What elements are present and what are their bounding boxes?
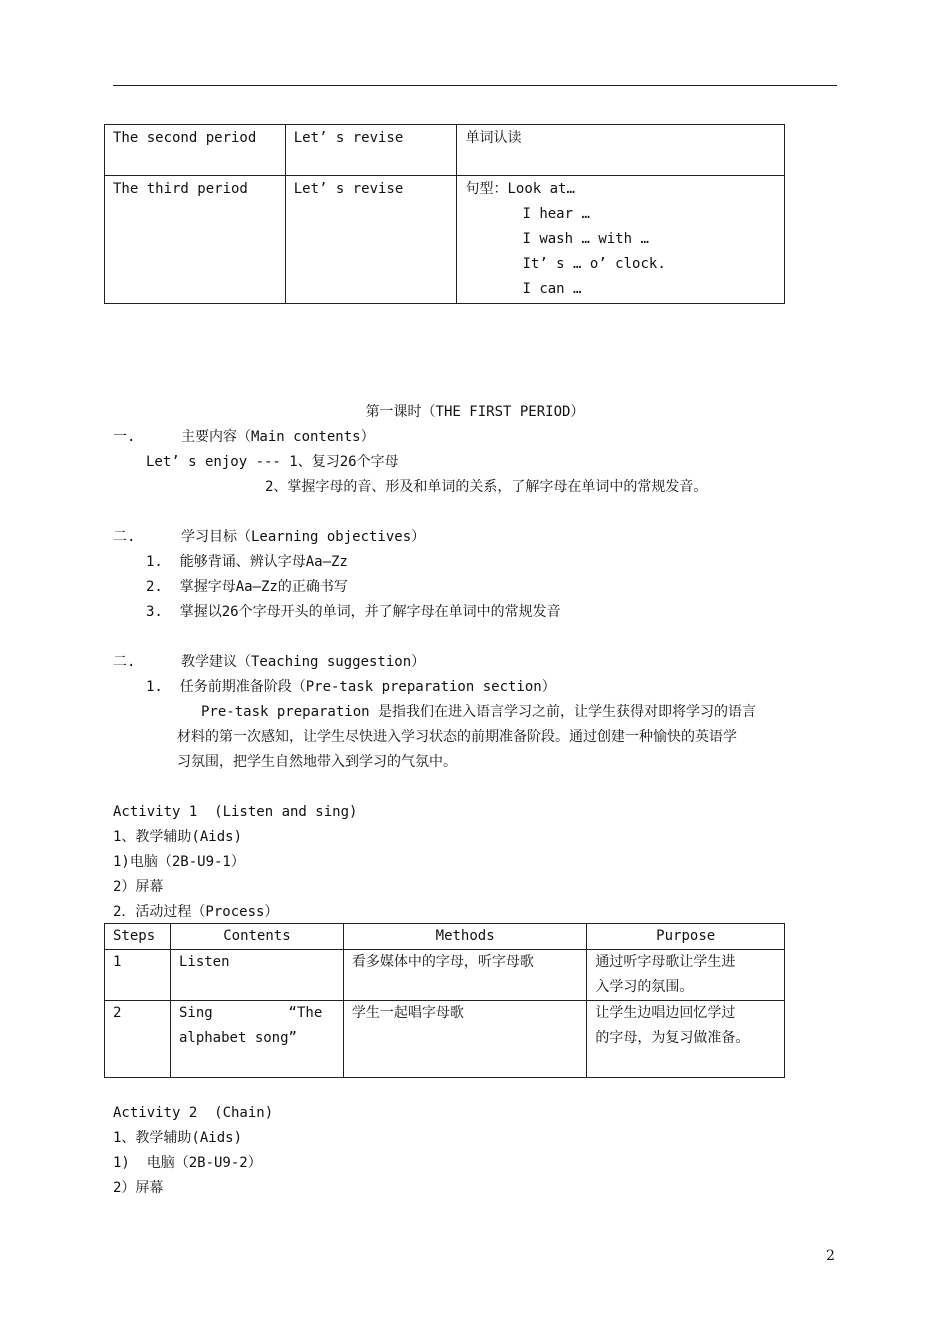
- objectives-num: 二.: [113, 529, 136, 545]
- objectives-label: 学习目标（Learning objectives）: [181, 529, 426, 545]
- contents-line: alphabet song”: [178, 1030, 297, 1046]
- period-cell: The third period: [105, 176, 286, 304]
- content-cell: [457, 125, 785, 176]
- activity1-aid: 2）屏幕: [113, 879, 164, 895]
- activity2-aids: 1、教学辅助(Aids): [113, 1130, 243, 1146]
- process-table: [104, 923, 785, 1078]
- page-number: 2: [826, 1248, 835, 1264]
- period-cell: The second period: [105, 125, 286, 176]
- main-contents-line2: 2、掌握字母的音、形及和单词的关系，了解字母在单词中的常规发音。: [265, 479, 708, 495]
- content-line: 单词认读: [465, 130, 522, 146]
- purpose-line: 通过听字母歌让学生进: [595, 954, 736, 970]
- contents-line: Listen: [178, 954, 230, 970]
- step-cell: 1: [105, 950, 171, 1001]
- objective-item: 2. 掌握字母Aa—Zz的正确书写: [146, 579, 348, 595]
- content-cell: [457, 176, 785, 304]
- activity2-aid: 1) 电脑（2B-U9-2）: [113, 1155, 262, 1171]
- purpose-line: 入学习的氛围。: [595, 979, 694, 995]
- purpose-line: 让学生边唱边回忆学过: [595, 1005, 736, 1021]
- content-line: It’ s … o’ clock.: [522, 256, 666, 272]
- table-row: [105, 1001, 785, 1078]
- content-line: I hear …: [522, 206, 590, 222]
- activity1-aids: 1、教学辅助(Aids): [113, 829, 243, 845]
- activity1-process: 2．活动过程（Process）: [113, 904, 279, 920]
- header-purpose: Purpose: [587, 924, 785, 950]
- purpose-line: 的字母，为复习做准备。: [595, 1030, 750, 1046]
- contents-line: Sing “The: [178, 1005, 323, 1021]
- header-steps: Steps: [105, 924, 171, 950]
- purpose-cell: [587, 950, 785, 1001]
- activity1-title: Activity 1 (Listen and sing): [113, 804, 358, 820]
- main-contents-line1: Let’ s enjoy --- 1、复习26个字母: [146, 454, 399, 470]
- table-row: [105, 125, 785, 176]
- methods-cell: 学生一起唱字母歌: [343, 1001, 586, 1078]
- activity2-aid: 2）屏幕: [113, 1180, 164, 1196]
- contents-cell: [170, 950, 343, 1001]
- content-line: I can …: [522, 281, 582, 297]
- activity2-title: Activity 2 (Chain): [113, 1105, 274, 1121]
- topic-cell: Let’ s revise: [285, 176, 457, 304]
- content-line: I wash … with …: [522, 231, 649, 247]
- suggestion-para: 习氛围，把学生自然地带入到学习的气氛中。: [177, 754, 457, 770]
- activity1-aid: 1)电脑（2B-U9-1）: [113, 854, 245, 870]
- objective-item: 3. 掌握以26个字母开头的单词，并了解字母在单词中的常规发音: [146, 604, 561, 620]
- period-table: [104, 124, 785, 304]
- suggestion-para: Pre-task preparation 是指我们在进入语言学习之前，让学生获得对即将学习的语言: [201, 704, 757, 720]
- header-rule: [113, 85, 837, 86]
- header-methods: Methods: [343, 924, 586, 950]
- main-contents-num: 一.: [113, 429, 136, 445]
- table-header-row: [105, 924, 785, 950]
- suggestion-label: 教学建议（Teaching suggestion）: [181, 654, 426, 670]
- table-row: [105, 176, 785, 304]
- header-contents: Contents: [170, 924, 343, 950]
- contents-cell: [170, 1001, 343, 1078]
- table-row: [105, 950, 785, 1001]
- suggestion-sub: 1. 任务前期准备阶段（Pre-task preparation section）: [146, 679, 556, 695]
- content-line: 句型：Look at…: [465, 181, 575, 197]
- step-cell: 2: [105, 1001, 171, 1078]
- objective-item: 1. 能够背诵、辨认字母Aa—Zz: [146, 554, 348, 570]
- topic-cell: Let’ s revise: [285, 125, 457, 176]
- main-contents-label: 主要内容（Main contents）: [181, 429, 375, 445]
- suggestion-para: 材料的第一次感知，让学生尽快进入学习状态的前期准备阶段。通过创建一种愉快的英语学: [177, 729, 737, 745]
- suggestion-num: 二.: [113, 654, 136, 670]
- methods-cell: 看多媒体中的字母，听字母歌: [343, 950, 586, 1001]
- purpose-cell: [587, 1001, 785, 1078]
- section-title: 第一课时（THE FIRST PERIOD）: [365, 404, 585, 420]
